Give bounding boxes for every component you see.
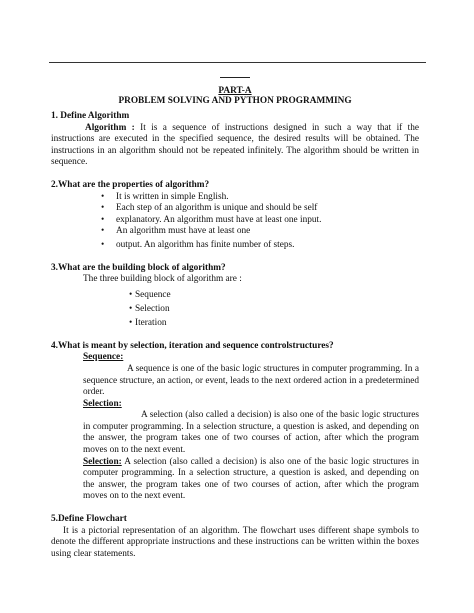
q3-heading: 3.What are the building block of algorithm? xyxy=(51,262,226,273)
title-overline xyxy=(220,77,250,78)
q5-text: It is a pictorial representation of an algorithm. The flowchart uses different shape symbols to denote the different appropriate instructions and these instructions can be written within the boxes using clear statements. xyxy=(51,525,419,559)
q3-intro: The three building block of algorithm are : xyxy=(83,274,242,285)
selection-paragraph-2 xyxy=(83,457,419,503)
q4-heading: 4.What is meant by selection, iteration and sequence controlstructures? xyxy=(51,340,334,351)
list-item: • Iteration xyxy=(129,316,419,330)
title-block xyxy=(51,77,419,107)
selection-label-2: Selection: xyxy=(83,456,122,467)
q4-body xyxy=(51,352,419,503)
list-item: • Sequence xyxy=(129,288,419,302)
selection-text-2: A selection (also called a decision) is also one of the basic logic structures in computer programming. In a selection structure, a question is asked, and depending on the answer, the program takes one of two courses of action, after which the program moves on to the next event. xyxy=(83,456,419,502)
top-rule xyxy=(49,62,426,63)
list-item: • output. An algorithm has finite number of steps. xyxy=(101,240,419,252)
q2-properties-list xyxy=(51,192,419,252)
q1-term: Algorithm : xyxy=(85,122,135,133)
q3-blocks-list xyxy=(51,288,419,330)
main-title: PROBLEM SOLVING AND PYTHON PROGRAMMING xyxy=(118,96,352,106)
q5-heading: 5.Define Flowchart xyxy=(51,514,127,525)
document-content xyxy=(51,111,419,560)
list-item: • It is written in simple English. xyxy=(101,192,419,204)
selection-text: A selection (also called a decision) is also one of the basic logic structures in computer programming. In a selection structure, a question is asked, and depending on the answer, the program takes one of two courses of action, after which the program moves on to the next event. xyxy=(83,410,419,456)
list-item: • Selection xyxy=(129,302,419,316)
list-item: • An algorithm must have at least one xyxy=(101,226,419,238)
selection-label: Selection: xyxy=(83,398,122,409)
sequence-label: Sequence: xyxy=(83,352,124,363)
sequence-text: A sequence is one of the basic logic structures in computer programming. In a sequence structure, an action, or event, leads to the next ordered action in a predetermined order. xyxy=(83,363,419,398)
q1-heading: 1. Define Algorithm xyxy=(51,111,130,121)
list-item: • explanatory. An algorithm must have at least one input. xyxy=(101,215,419,227)
q1-text: It is a sequence of instructions designed in such a way that if the instructions are executed in the specified sequence, the desired results will be obtained. The instructions in an algorithm should not be repeated infinitely. The algorithm should be written in sequence. xyxy=(51,122,420,168)
q1-definition xyxy=(51,123,419,169)
part-title: PART-A xyxy=(218,86,252,96)
list-item: • Each step of an algorithm is unique and should be self xyxy=(101,203,419,215)
q2-heading: 2.What are the properties of algorithm? xyxy=(51,179,210,190)
